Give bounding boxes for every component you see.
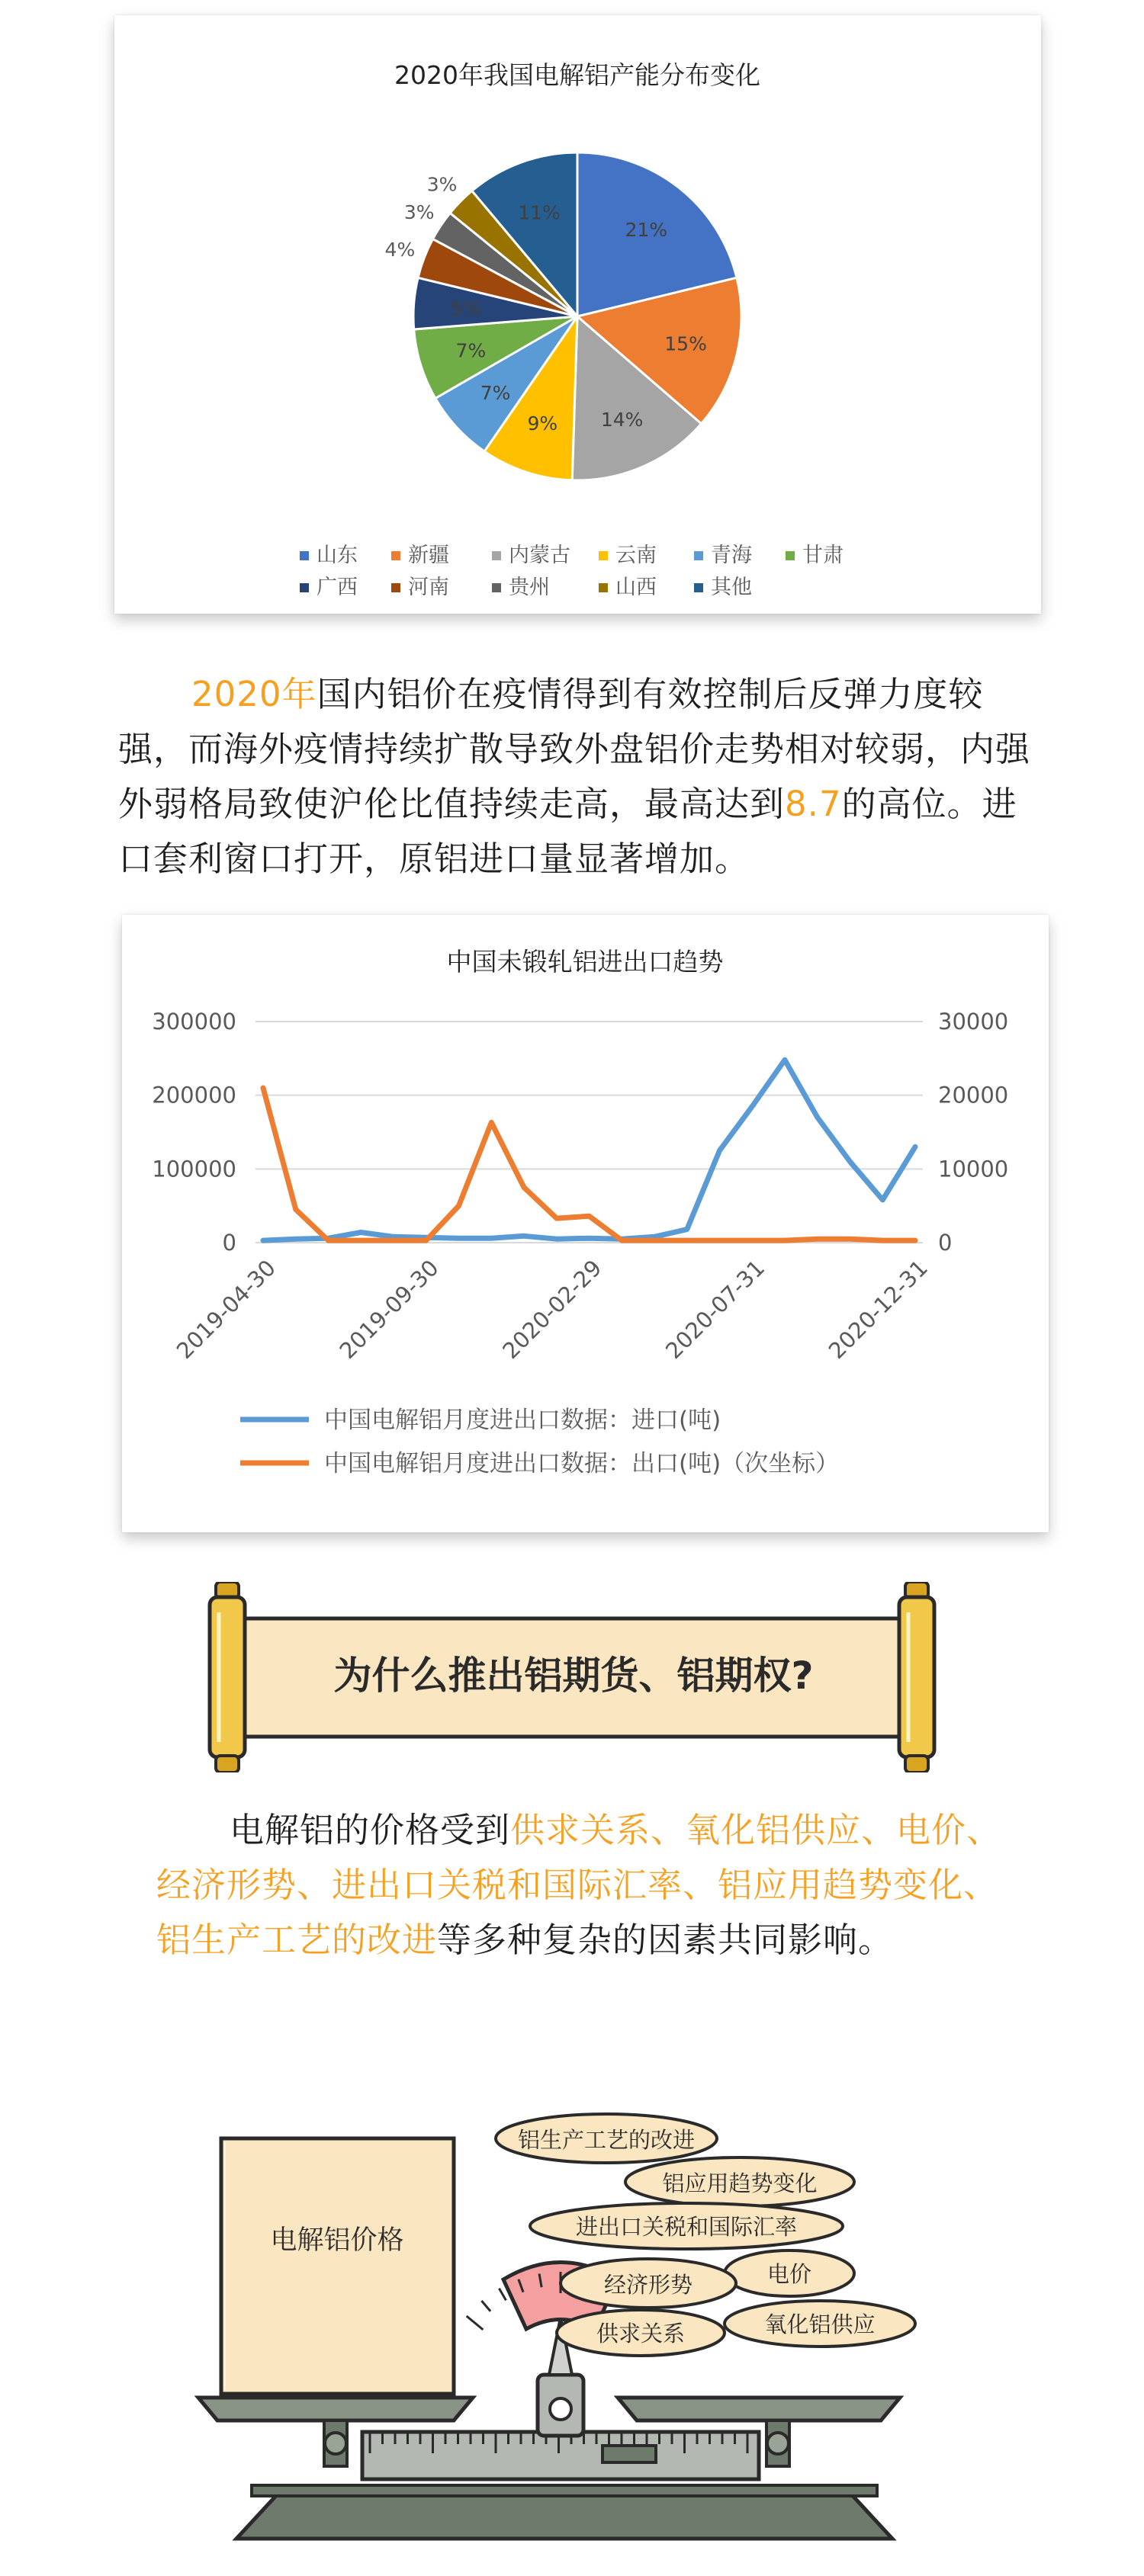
right-axis-tick: 30000 [938, 1009, 1009, 1035]
pie-legend-swatch-9 [599, 583, 608, 592]
pie-legend-label-5: 甘肃 [802, 544, 844, 567]
factor-oval-alumina-supply [725, 2301, 915, 2347]
pie-data-label-8: 3% [403, 201, 435, 224]
line-legend-label-1: 中国电解铝月度进出口数据：出口(吨)（次坐标） [324, 1450, 840, 1477]
right-axis-tick: 0 [938, 1230, 953, 1256]
pie-legend-label-2: 内蒙古 [509, 544, 570, 567]
x-axis-tick: 2020-07-31 [660, 1254, 770, 1365]
pie-legend-swatch-6 [300, 583, 309, 592]
x-axis-tick: 2020-02-29 [497, 1254, 607, 1365]
line-chart-title: 中国未锻轧铝进出口趋势 [446, 947, 724, 977]
pie-legend-label-6: 广西 [317, 576, 358, 599]
factor-oval-application-trend [625, 2157, 854, 2206]
pie-chart-title: 2020年我国电解铝产能分布变化 [394, 60, 760, 90]
factor-oval-supply-demand [557, 2310, 725, 2356]
svg-text:氧化铝供应: 氧化铝供应 [764, 2311, 876, 2337]
pie-chart-card [114, 15, 1041, 614]
pie-data-label-10: 11% [518, 201, 561, 224]
pie-legend-swatch-7 [391, 583, 400, 592]
x-axis-tick: 2019-04-30 [171, 1254, 281, 1365]
pie-legend-swatch-8 [492, 583, 501, 592]
line-chart [122, 915, 1049, 1532]
scroll-banner-title: 为什么推出铝期货、铝期权? [333, 1654, 814, 1698]
pie-legend-label-9: 山西 [615, 576, 657, 599]
svg-text:进出口关税和国际汇率: 进出口关税和国际汇率 [575, 2214, 798, 2240]
paragraph1-text-a: 国内铝价在疫情得到有效控制后反弹力度较强，而海外疫情持续扩散导致外盘铝价走势相对较弱，内强外弱格局致使沪伦比值持续走高，最高达到 [118, 674, 1031, 824]
pie-legend-swatch-10 [694, 583, 703, 592]
pie-data-label-0: 21% [625, 219, 668, 242]
import-series-line [263, 1060, 915, 1240]
svg-text:供求关系: 供求关系 [596, 2321, 686, 2347]
highlight-year: 2020年 [191, 674, 317, 714]
paragraph2-text-b: 等多种复杂的因素共同影响。 [437, 1920, 894, 1960]
factor-oval-economy [561, 2259, 736, 2308]
left-pan [198, 2398, 473, 2420]
pie-data-label-9: 3% [426, 173, 458, 196]
pie-legend-swatch-4 [694, 551, 703, 560]
price-box-label: 电解铝价格 [270, 2225, 404, 2256]
svg-text:经济形势: 经济形势 [603, 2272, 693, 2298]
x-axis-tick: 2020-12-31 [823, 1254, 933, 1365]
paragraph2-text-a: 电解铝的价格受到 [230, 1810, 511, 1850]
pie-data-label-1: 15% [664, 332, 707, 355]
scale-ruler [362, 2432, 759, 2479]
pie-legend-swatch-5 [786, 551, 795, 560]
paragraph-aluminum-prices [118, 667, 1049, 887]
pie-legend-label-7: 河南 [408, 576, 449, 599]
left-axis-tick: 0 [222, 1230, 236, 1256]
x-axis-tick: 2019-09-30 [334, 1254, 444, 1365]
pie-legend-label-0: 山东 [317, 544, 358, 567]
line-legend-label-0: 中国电解铝月度进出口数据：进口(吨) [324, 1407, 721, 1434]
left-axis-tick: 300000 [152, 1009, 236, 1035]
right-pan [618, 2398, 900, 2420]
svg-text:铝应用趋势变化: 铝应用趋势变化 [662, 2170, 818, 2196]
pie-chart [114, 15, 1041, 614]
pie-legend-swatch-2 [492, 551, 501, 560]
paragraph1-text-b: 的高位。进口套利窗口打开，原铝进口量显著增加。 [118, 784, 1017, 879]
factor-oval-tariffs-exchange [530, 2203, 843, 2249]
export-series-line [263, 1088, 915, 1240]
factor-oval-electricity [725, 2250, 854, 2296]
pie-data-label-7: 4% [384, 239, 416, 261]
pie-legend-swatch-1 [391, 551, 400, 560]
right-axis-tick: 20000 [938, 1082, 1009, 1108]
factor-oval-production-process [496, 2114, 717, 2163]
right-axis-tick: 10000 [938, 1156, 1009, 1182]
balance-scale-illustration [191, 2074, 976, 2562]
paragraph-price-factors [156, 1803, 1026, 1968]
scroll-right-roller [899, 1582, 934, 1772]
pie-legend-swatch-0 [300, 551, 309, 560]
line-chart-card [122, 915, 1049, 1532]
svg-text:铝生产工艺的改进: 铝生产工艺的改进 [517, 2127, 696, 2153]
highlight-factors: 供求关系、氧化铝供应、电价、经济形势、进出口关税和国际汇率、铝应用趋势变化、铝生产工艺的改进 [156, 1810, 1002, 1960]
svg-text:电价: 电价 [766, 2261, 812, 2287]
pie-data-label-5: 7% [455, 339, 487, 362]
pie-data-label-4: 7% [480, 382, 511, 405]
pie-data-label-3: 9% [527, 412, 558, 435]
scroll-left-roller [210, 1582, 245, 1772]
pie-data-label-2: 14% [600, 408, 644, 431]
pie-legend-label-8: 贵州 [509, 576, 550, 599]
scroll-banner [202, 1582, 942, 1772]
pie-data-label-6: 5% [451, 297, 482, 320]
pie-legend-swatch-3 [599, 551, 608, 560]
price-box [221, 2138, 454, 2394]
left-axis-tick: 200000 [152, 1082, 236, 1108]
highlight-ratio-value: 8.7 [785, 784, 842, 824]
pie-legend-label-4: 青海 [711, 544, 752, 567]
ruler-slider [603, 2446, 656, 2462]
pie-legend-label-10: 其他 [711, 576, 752, 599]
pie-legend-label-3: 云南 [615, 544, 657, 567]
pie-legend-label-1: 新疆 [408, 544, 449, 567]
left-axis-tick: 100000 [152, 1156, 236, 1182]
